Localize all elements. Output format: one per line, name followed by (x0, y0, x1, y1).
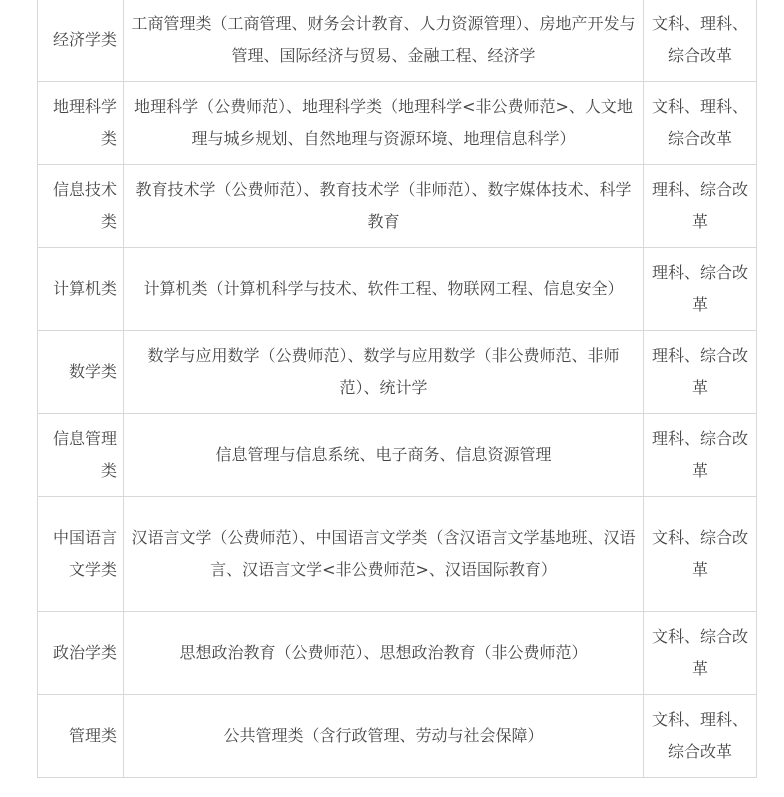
subjects-cell: 文科、理科、综合改革 (644, 82, 757, 165)
category-cell: 管理类 (38, 695, 124, 778)
majors-cell: 计算机类（计算机科学与技术、软件工程、物联网工程、信息安全） (124, 248, 644, 331)
subjects-cell: 文科、理科、综合改革 (644, 695, 757, 778)
category-cell: 数学类 (38, 331, 124, 414)
subjects-cell: 理科、综合改革 (644, 248, 757, 331)
subjects-cell: 理科、综合改革 (644, 414, 757, 497)
table-row (38, 0, 757, 82)
category-cell: 信息管理类 (38, 414, 124, 497)
category-cell: 计算机类 (38, 248, 124, 331)
majors-cell: 数学与应用数学（公费师范）、数学与应用数学（非公费师范、非师范）、统计学 (124, 331, 644, 414)
majors-cell: 工商管理类（工商管理、财务会计教育、人力资源管理）、房地产开发与管理、国际经济与贸易、金融工程、经济学 (124, 0, 644, 82)
subjects-cell: 文科、理科、综合改革 (644, 0, 757, 82)
table-row (38, 82, 757, 165)
majors-cell: 公共管理类（含行政管理、劳动与社会保障） (124, 695, 644, 778)
subjects-cell: 文科、综合改革 (644, 497, 757, 612)
subjects-cell: 理科、综合改革 (644, 331, 757, 414)
majors-cell: 思想政治教育（公费师范）、思想政治教育（非公费师范） (124, 612, 644, 695)
category-cell: 信息技术类 (38, 165, 124, 248)
table-row (38, 248, 757, 331)
table-row (38, 165, 757, 248)
category-cell: 中国语言文学类 (38, 497, 124, 612)
table-row (38, 497, 757, 612)
table-row (38, 695, 757, 778)
subjects-cell: 理科、综合改革 (644, 165, 757, 248)
majors-cell: 信息管理与信息系统、电子商务、信息资源管理 (124, 414, 644, 497)
majors-cell: 地理科学（公费师范）、地理科学类（地理科学<非公费师范>、人文地理与城乡规划、自然地理与资源环境、地理信息科学） (124, 82, 644, 165)
category-cell: 政治学类 (38, 612, 124, 695)
table-row (38, 612, 757, 695)
majors-table (37, 0, 757, 778)
majors-cell: 汉语言文学（公费师范）、中国语言文学类（含汉语言文学基地班、汉语言、汉语言文学<非公费师范>、汉语国际教育） (124, 497, 644, 612)
majors-cell: 教育技术学（公费师范）、教育技术学（非师范）、数字媒体技术、科学教育 (124, 165, 644, 248)
category-cell: 经济学类 (38, 0, 124, 82)
majors-table-container (37, 0, 756, 778)
table-row (38, 331, 757, 414)
subjects-cell: 文科、综合改革 (644, 612, 757, 695)
table-row (38, 414, 757, 497)
category-cell: 地理科学类 (38, 82, 124, 165)
